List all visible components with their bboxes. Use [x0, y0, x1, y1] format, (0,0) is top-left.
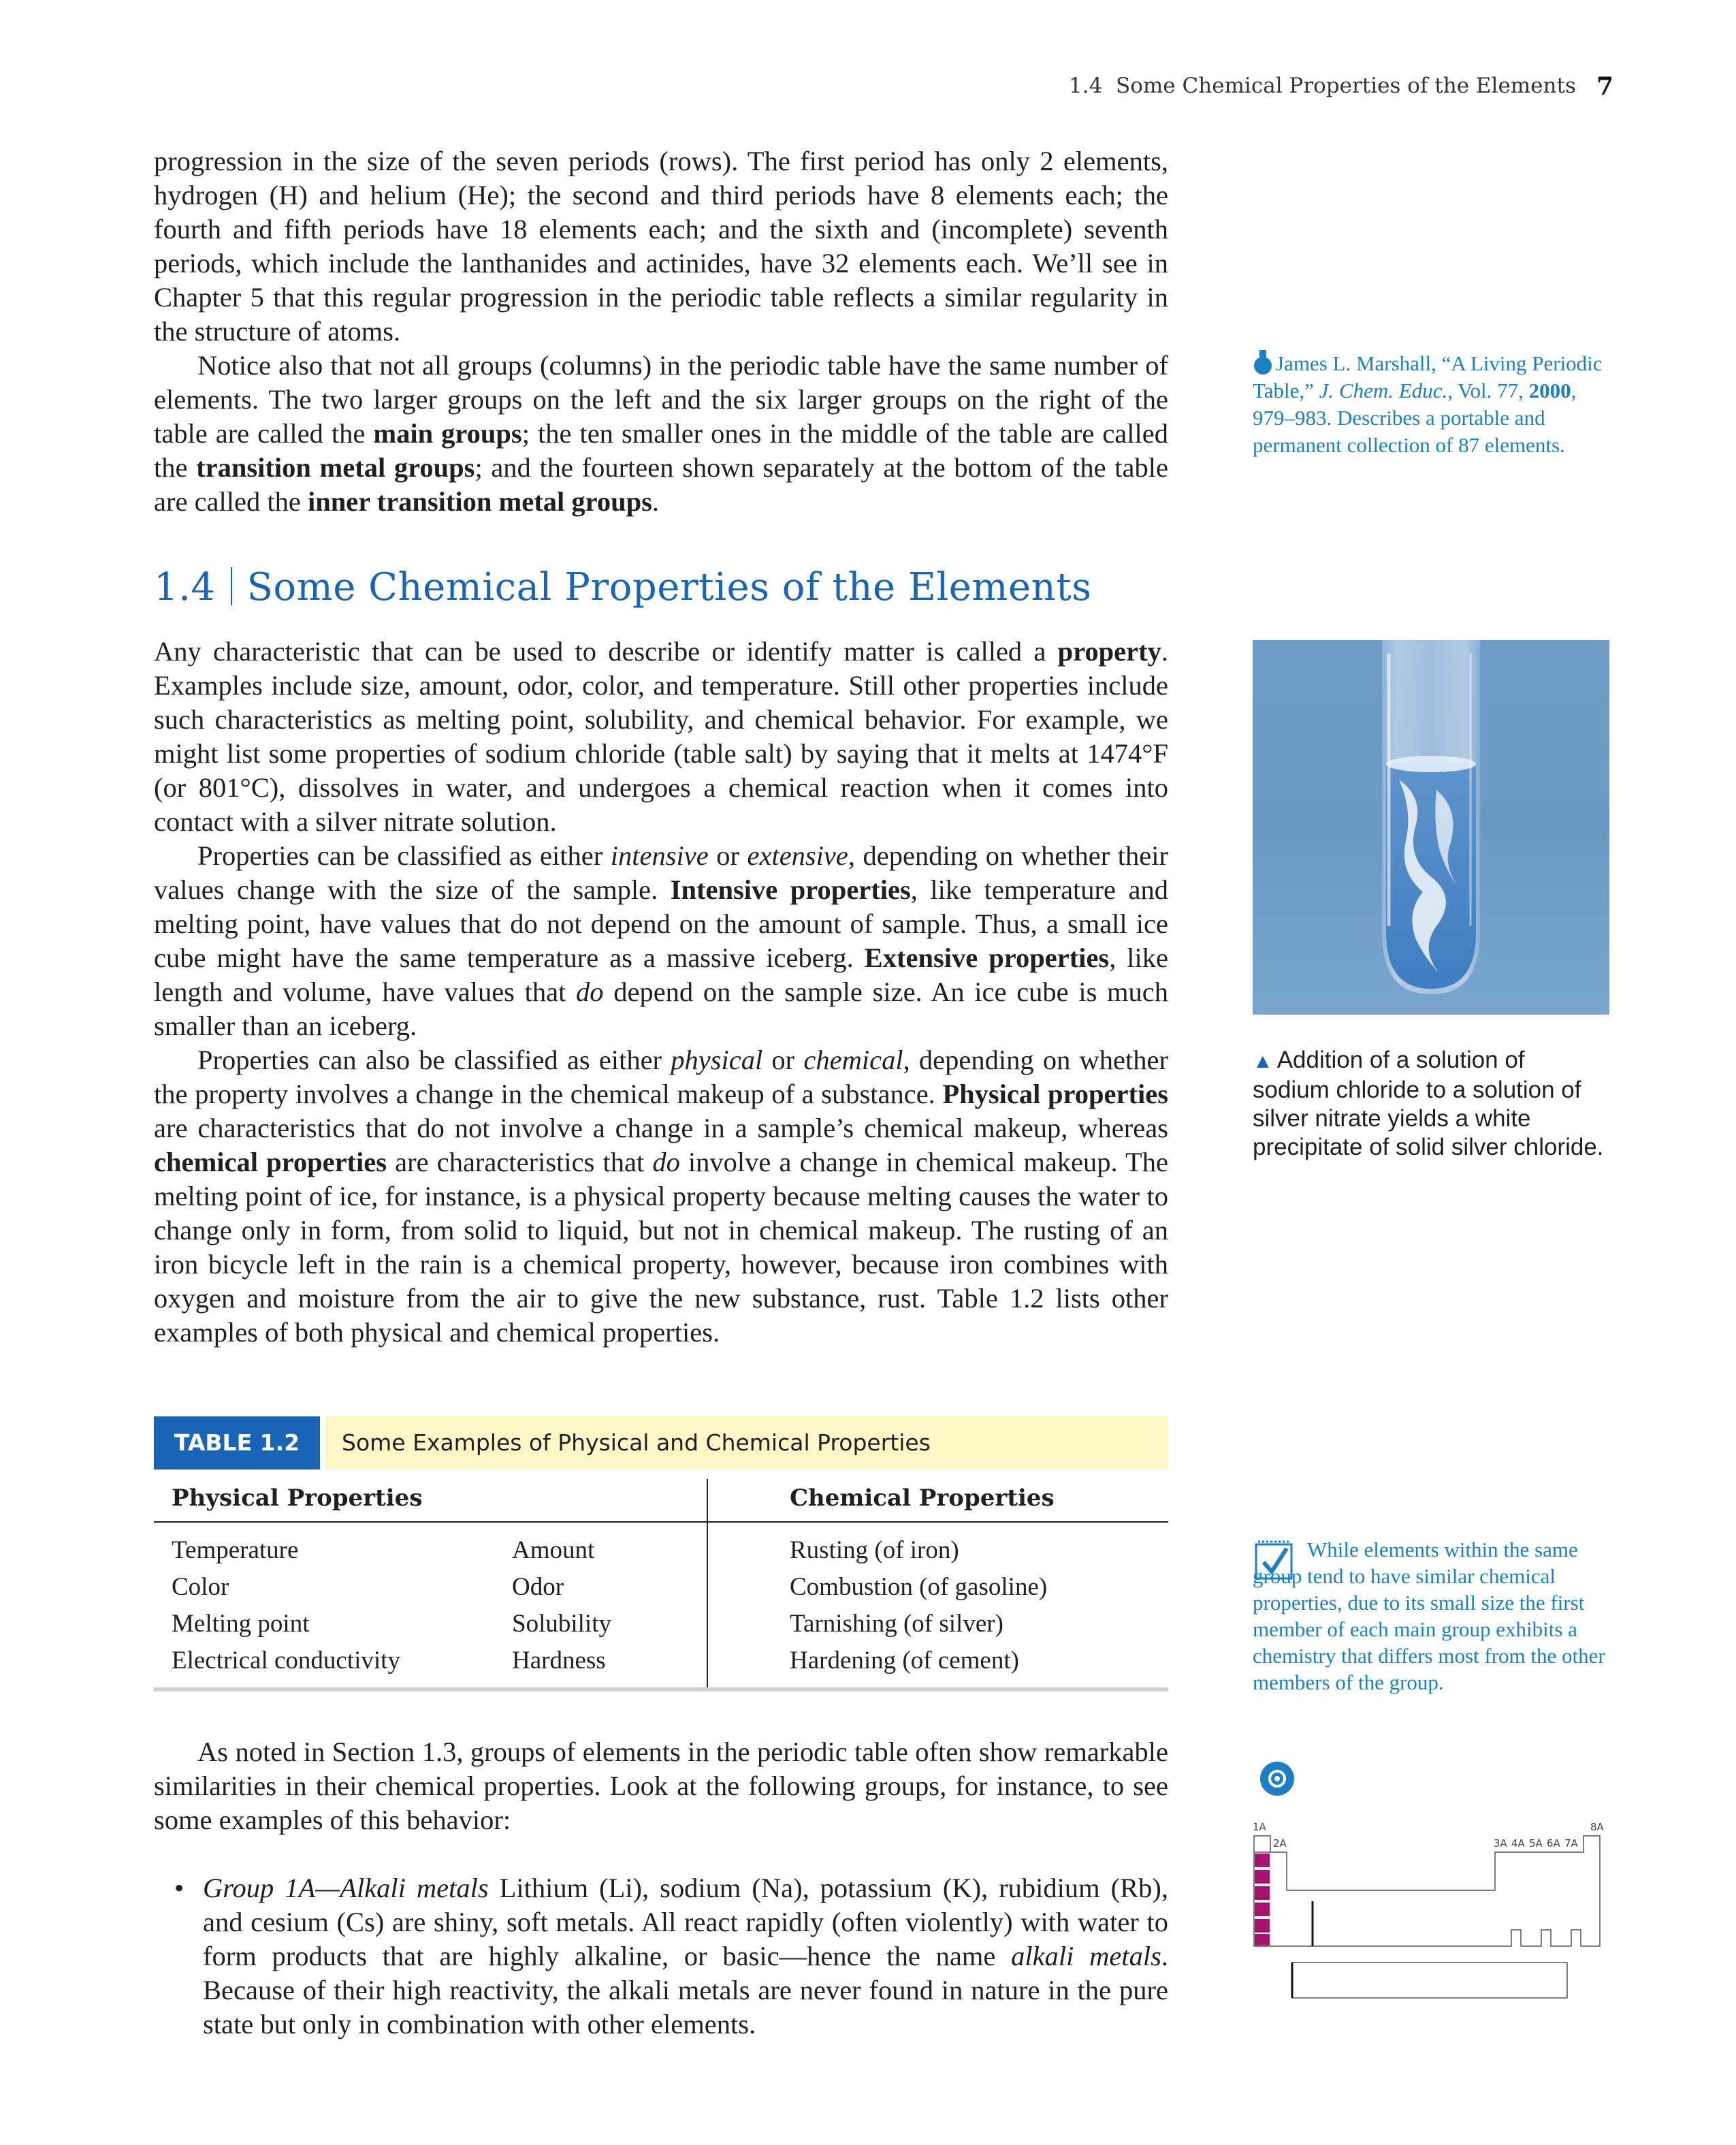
term-extensive-properties: Extensive properties — [864, 942, 1110, 973]
table-cell: Solubility — [512, 1610, 611, 1638]
term-physical-properties: Physical properties — [942, 1079, 1168, 1109]
term-transition-metal-groups: transition metal groups — [196, 452, 475, 483]
term-chemical-properties: chemical properties — [154, 1147, 387, 1177]
paragraph: Notice also that not all groups (columns) in the periodic table have the same number of elements. The two larger groups on the left and the six larger groups on the right of the table are called the main groups; the ten smaller ones in the middle of the table are called the transition metal groups; and the fourteen shown separately at the bottom of the table are called the inner transition metal groups. — [154, 350, 1169, 517]
inner-transition-block — [1292, 1963, 1567, 1998]
cd-disc-icon — [1259, 1761, 1295, 1796]
table-cell: Amount — [512, 1536, 595, 1564]
label-4a: 4A — [1511, 1837, 1525, 1849]
table-cell: Combustion (of gasoline) — [790, 1573, 1048, 1601]
intro-text-block — [154, 144, 1168, 519]
caption-marker: ▲ — [1253, 1050, 1273, 1072]
figure-caption — [1253, 1046, 1607, 1162]
paragraph: progression in the size of the seven periods (rows). The first period has only 2 elements, hydrogen (H) and helium (He); the second and third periods have 8 elements each; the fourth and fifth periods have 18 elements each; and the sixth and (incomplete) seventh periods, which include the lanthanides and actinides, have 32 elements each. We’ll see in Chapter 5 that this regular progression in the periodic table reflects a similar regularity in the structure of atoms. — [154, 146, 1168, 347]
highlight-cell — [1255, 1903, 1270, 1916]
highlight-cell — [1255, 1919, 1270, 1933]
label-1a: 1A — [1253, 1821, 1266, 1833]
paragraph: Any characteristic that can be used to describe or identify matter is called a property. Examples include size, amount, odor, color, and temperature. Still other properties include such characteristics as melting point, solubility, and chemical behavior. For example, we might list some properties of sodium chloride (table salt) by saying that it melts at 1474°F (or 801°C), dissolves in water, and undergoes a chemical reaction when it comes into contact with a silver nitrate solution. — [154, 636, 1168, 837]
reference-note: James L. Marshall, “A Living Periodic Table,” J. Chem. Educ., Vol. 77, 2000, 979–983. Describes a portable and permanent collection of 87 elements. — [1253, 351, 1603, 457]
table-cell: Tarnishing (of silver) — [790, 1610, 1003, 1638]
physical-column-2 — [512, 1532, 611, 1679]
term-inner-transition-metal-groups: inner transition metal groups — [307, 486, 652, 517]
label-8a: 8A — [1590, 1821, 1604, 1833]
chemical-properties-header: Chemical Properties — [790, 1484, 1055, 1512]
table-cell: Hardness — [512, 1647, 606, 1674]
running-title: 1.4 Some Chemical Properties of the Elements — [1069, 74, 1576, 98]
table-cell: Temperature — [172, 1536, 299, 1564]
table-header-bar — [154, 1416, 1168, 1471]
table-outline — [1254, 1836, 1600, 1946]
highlight-cell — [1255, 1870, 1270, 1884]
test-tube-photo — [1253, 640, 1609, 1015]
chemical-column — [790, 1532, 1047, 1679]
term-intensive-properties: Intensive properties — [670, 874, 911, 905]
highlight-cell — [1255, 1886, 1270, 1900]
label-6a: 6A — [1547, 1837, 1560, 1849]
table-title: Some Examples of Physical and Chemical Properties — [325, 1416, 1168, 1469]
table-cell: Color — [172, 1573, 229, 1601]
physical-column-1 — [172, 1532, 400, 1679]
mini-periodic-table — [1253, 1820, 1613, 2037]
bullet-marker: • — [174, 1873, 184, 1903]
section-number: 1.4 — [154, 565, 216, 609]
concept-note-text: While elements within the same group tend to have similar chemical properties, due to its small size the first member of each main group exhibits a chemistry that differs most from the other members of the group. — [1253, 1538, 1605, 1694]
concept-note — [1253, 1536, 1607, 1696]
test-tube-illustration — [1253, 640, 1609, 1015]
section-title: Some Chemical Properties of the Elements — [246, 565, 1092, 609]
table-cell: Electrical conductivity — [172, 1647, 400, 1674]
label-7a: 7A — [1564, 1837, 1578, 1849]
paragraph — [154, 1735, 1168, 1837]
page-number: 7 — [1596, 72, 1613, 101]
term-property: property — [1057, 636, 1161, 667]
label-2a: 2A — [1273, 1837, 1287, 1849]
paragraph: Properties can be classified as either intensive or extensive, depending on whether their values change with the size of the sample. Intensive properties, like temperature and melting point, have values that do not depend on the amount of sample. Thus, a small ice cube might have the same temperature as a massive iceberg. Extensive properties, like length and volume, have values that do depend on the sample size. An ice cube is much smaller than an iceberg. — [154, 840, 1169, 1041]
table-cell: Melting point — [172, 1610, 310, 1638]
running-header — [1069, 72, 1613, 101]
highlight-cell — [1255, 1854, 1270, 1867]
alkali-metal-cells — [1255, 1854, 1270, 1945]
table-rule — [154, 1521, 1168, 1523]
table-label: TABLE 1.2 — [154, 1416, 320, 1469]
label-5a: 5A — [1529, 1837, 1543, 1849]
table-cell: Rusting (of iron) — [790, 1536, 959, 1564]
section-heading — [154, 565, 1091, 609]
paragraph: Properties can also be classified as either physical or chemical, depending on whether the property involves a change in the chemical makeup of a substance. Physical properties are characteristics that do not involve a change in a sample’s chemical makeup, whereas chemical properties are characteristics that do involve a change in chemical makeup. The melting point of ice, for instance, is a physical property because melting causes the water to change only in form, from solid to liquid, but not in chemical makeup. The rusting of an iron bicycle left in the rain is a chemical property, however, because iron combines with oxygen and moisture from the air to give the new substance, rust. Table 1.2 lists other examples of both physical and chemical properties. — [154, 1045, 1169, 1348]
physical-properties-header: Physical Properties — [172, 1484, 423, 1512]
paragraph-text: As noted in Section 1.3, groups of elements in the periodic table often show remarkable similarities in their chemical properties. Look at the following groups, for instance, to see some examples of this behavior: — [154, 1736, 1168, 1835]
label-3a: 3A — [1494, 1837, 1507, 1849]
flask-icon — [1253, 350, 1273, 375]
table-cell: Odor — [512, 1573, 564, 1601]
list-item-text: Group 1A—Alkali metals Lithium (Li), sodium (Na), potassium (K), rubidium (Rb), and cesium (Cs) are shiny, soft metals. All react rapidly (often violently) with water to form products that are highly alkaline, or basic—hence the name alkali metals. Because of their high reactivity, the alkali metals are never found in nature in the pure state but only in combination with other elements. — [203, 1873, 1169, 2039]
heading-divider — [231, 567, 232, 605]
section-text-block — [154, 635, 1168, 1350]
caption-text: Addition of a solution of sodium chloride to a solution of silver nitrate yields a white precipitate of solid silver chloride. — [1253, 1047, 1604, 1160]
highlight-cell — [1255, 1934, 1270, 1945]
list-item — [154, 1871, 1168, 2041]
properties-table — [154, 1479, 1168, 1693]
table-column-divider — [707, 1479, 708, 1690]
table-bottom-rule — [154, 1687, 1168, 1691]
group-lead: Group 1A—Alkali metals — [203, 1873, 489, 1903]
term-main-groups: main groups — [373, 418, 522, 449]
table-cell: Hardening (of cement) — [790, 1647, 1019, 1674]
